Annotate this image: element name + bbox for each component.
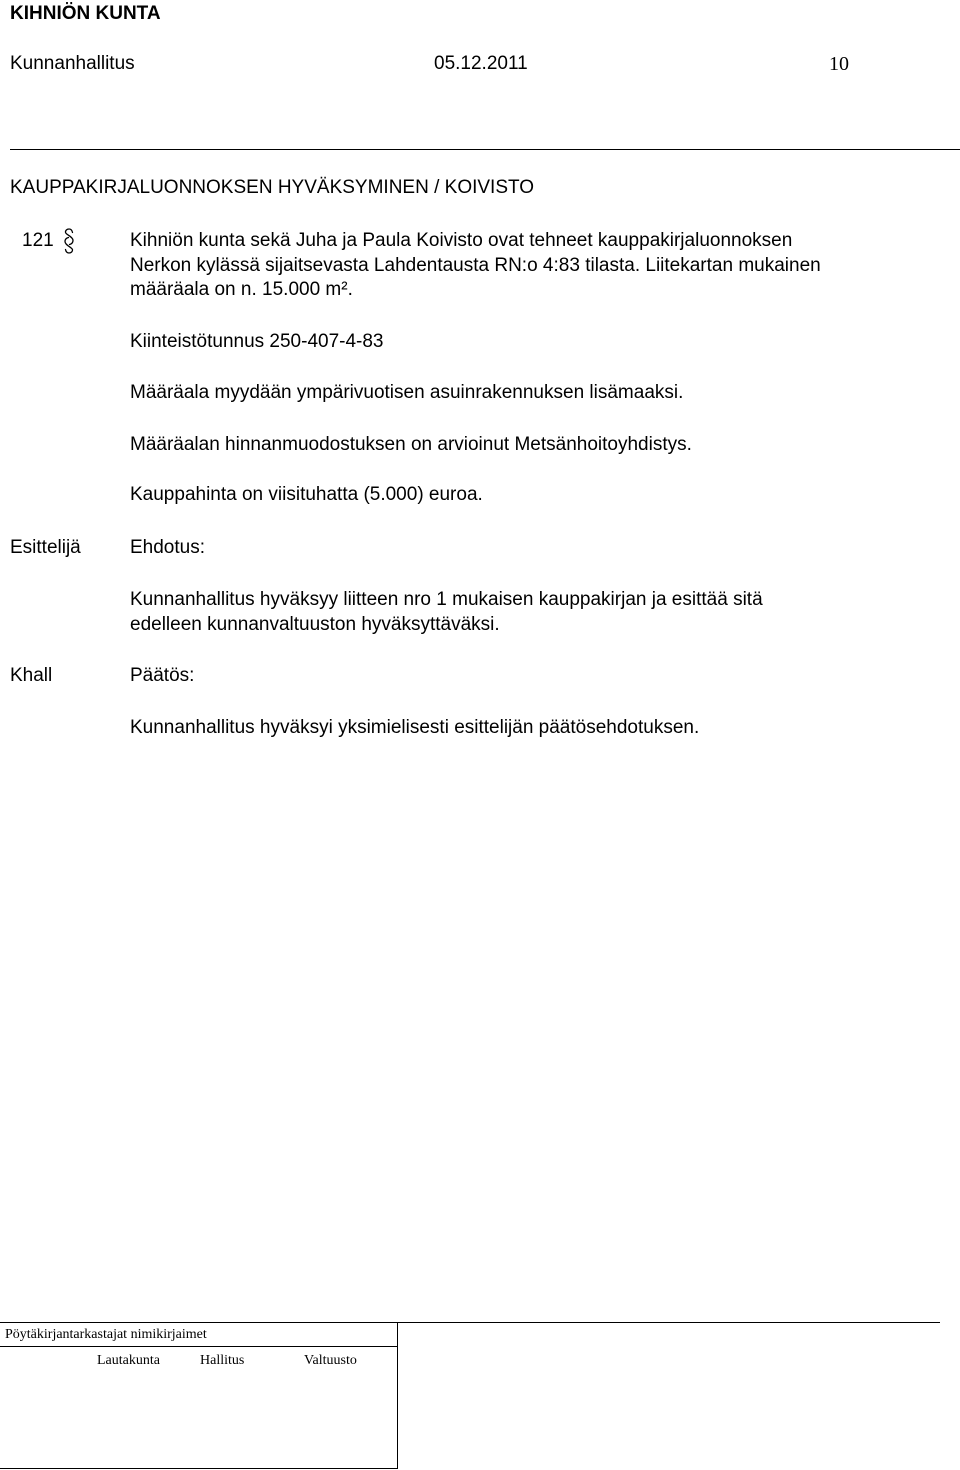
intro-line: Nerkon kylässä sijaitsevasta Lahdentausta RN:o 4:83 tilasta. Liitekartan mukainen xyxy=(130,255,821,276)
sale-purpose: Määräala myydään ympärivuotisen asuinrakennuksen lisämaaksi. xyxy=(130,382,684,403)
header-divider xyxy=(10,149,960,150)
decider-label: Khall xyxy=(10,665,53,686)
signature-column-label: Lautakunta xyxy=(97,1353,160,1368)
decision-text: Kunnanhallitus hyväksyi yksimielisesti esittelijän päätösehdotuksen. xyxy=(130,717,700,738)
proposal-line: edelleen kunnanvaltuuston hyväksyttäväksi. xyxy=(130,614,500,635)
property-id: Kiinteistötunnus 250-407-4-83 xyxy=(130,331,384,352)
presenter-label: Esittelijä xyxy=(10,537,81,558)
item-number: 121 xyxy=(22,230,54,251)
organization-name: KIHNIÖN KUNTA xyxy=(10,3,161,24)
section-sign-icon xyxy=(62,227,76,255)
signature-box xyxy=(0,1323,398,1469)
page-number: 10 xyxy=(829,53,849,75)
intro-line: määräala on n. 15.000 m². xyxy=(130,279,353,300)
signature-box-divider xyxy=(0,1346,397,1347)
sale-price: Kauppahinta on viisituhatta (5.000) euroa. xyxy=(130,484,483,505)
valuation-note: Määräalan hinnanmuodostuksen on arvioinut Metsänhoitoyhdistys. xyxy=(130,434,692,455)
board-name: Kunnanhallitus xyxy=(10,53,135,74)
signature-column-label: Hallitus xyxy=(200,1353,245,1368)
signature-box-title: Pöytäkirjantarkastajat nimikirjaimet xyxy=(5,1327,207,1342)
meeting-date: 05.12.2011 xyxy=(434,53,528,74)
intro-line: Kihniön kunta sekä Juha ja Paula Koivisto ovat tehneet kauppakirjaluonnoksen xyxy=(130,230,793,251)
decision-label: Päätös: xyxy=(130,665,195,686)
proposal-line: Kunnanhallitus hyväksyy liitteen nro 1 mukaisen kauppakirjan ja esittää sitä xyxy=(130,589,763,610)
item-heading: KAUPPAKIRJALUONNOKSEN HYVÄKSYMINEN / KOIVISTO xyxy=(10,177,535,198)
proposal-label: Ehdotus: xyxy=(130,537,205,558)
signature-column-label: Valtuusto xyxy=(304,1353,357,1368)
